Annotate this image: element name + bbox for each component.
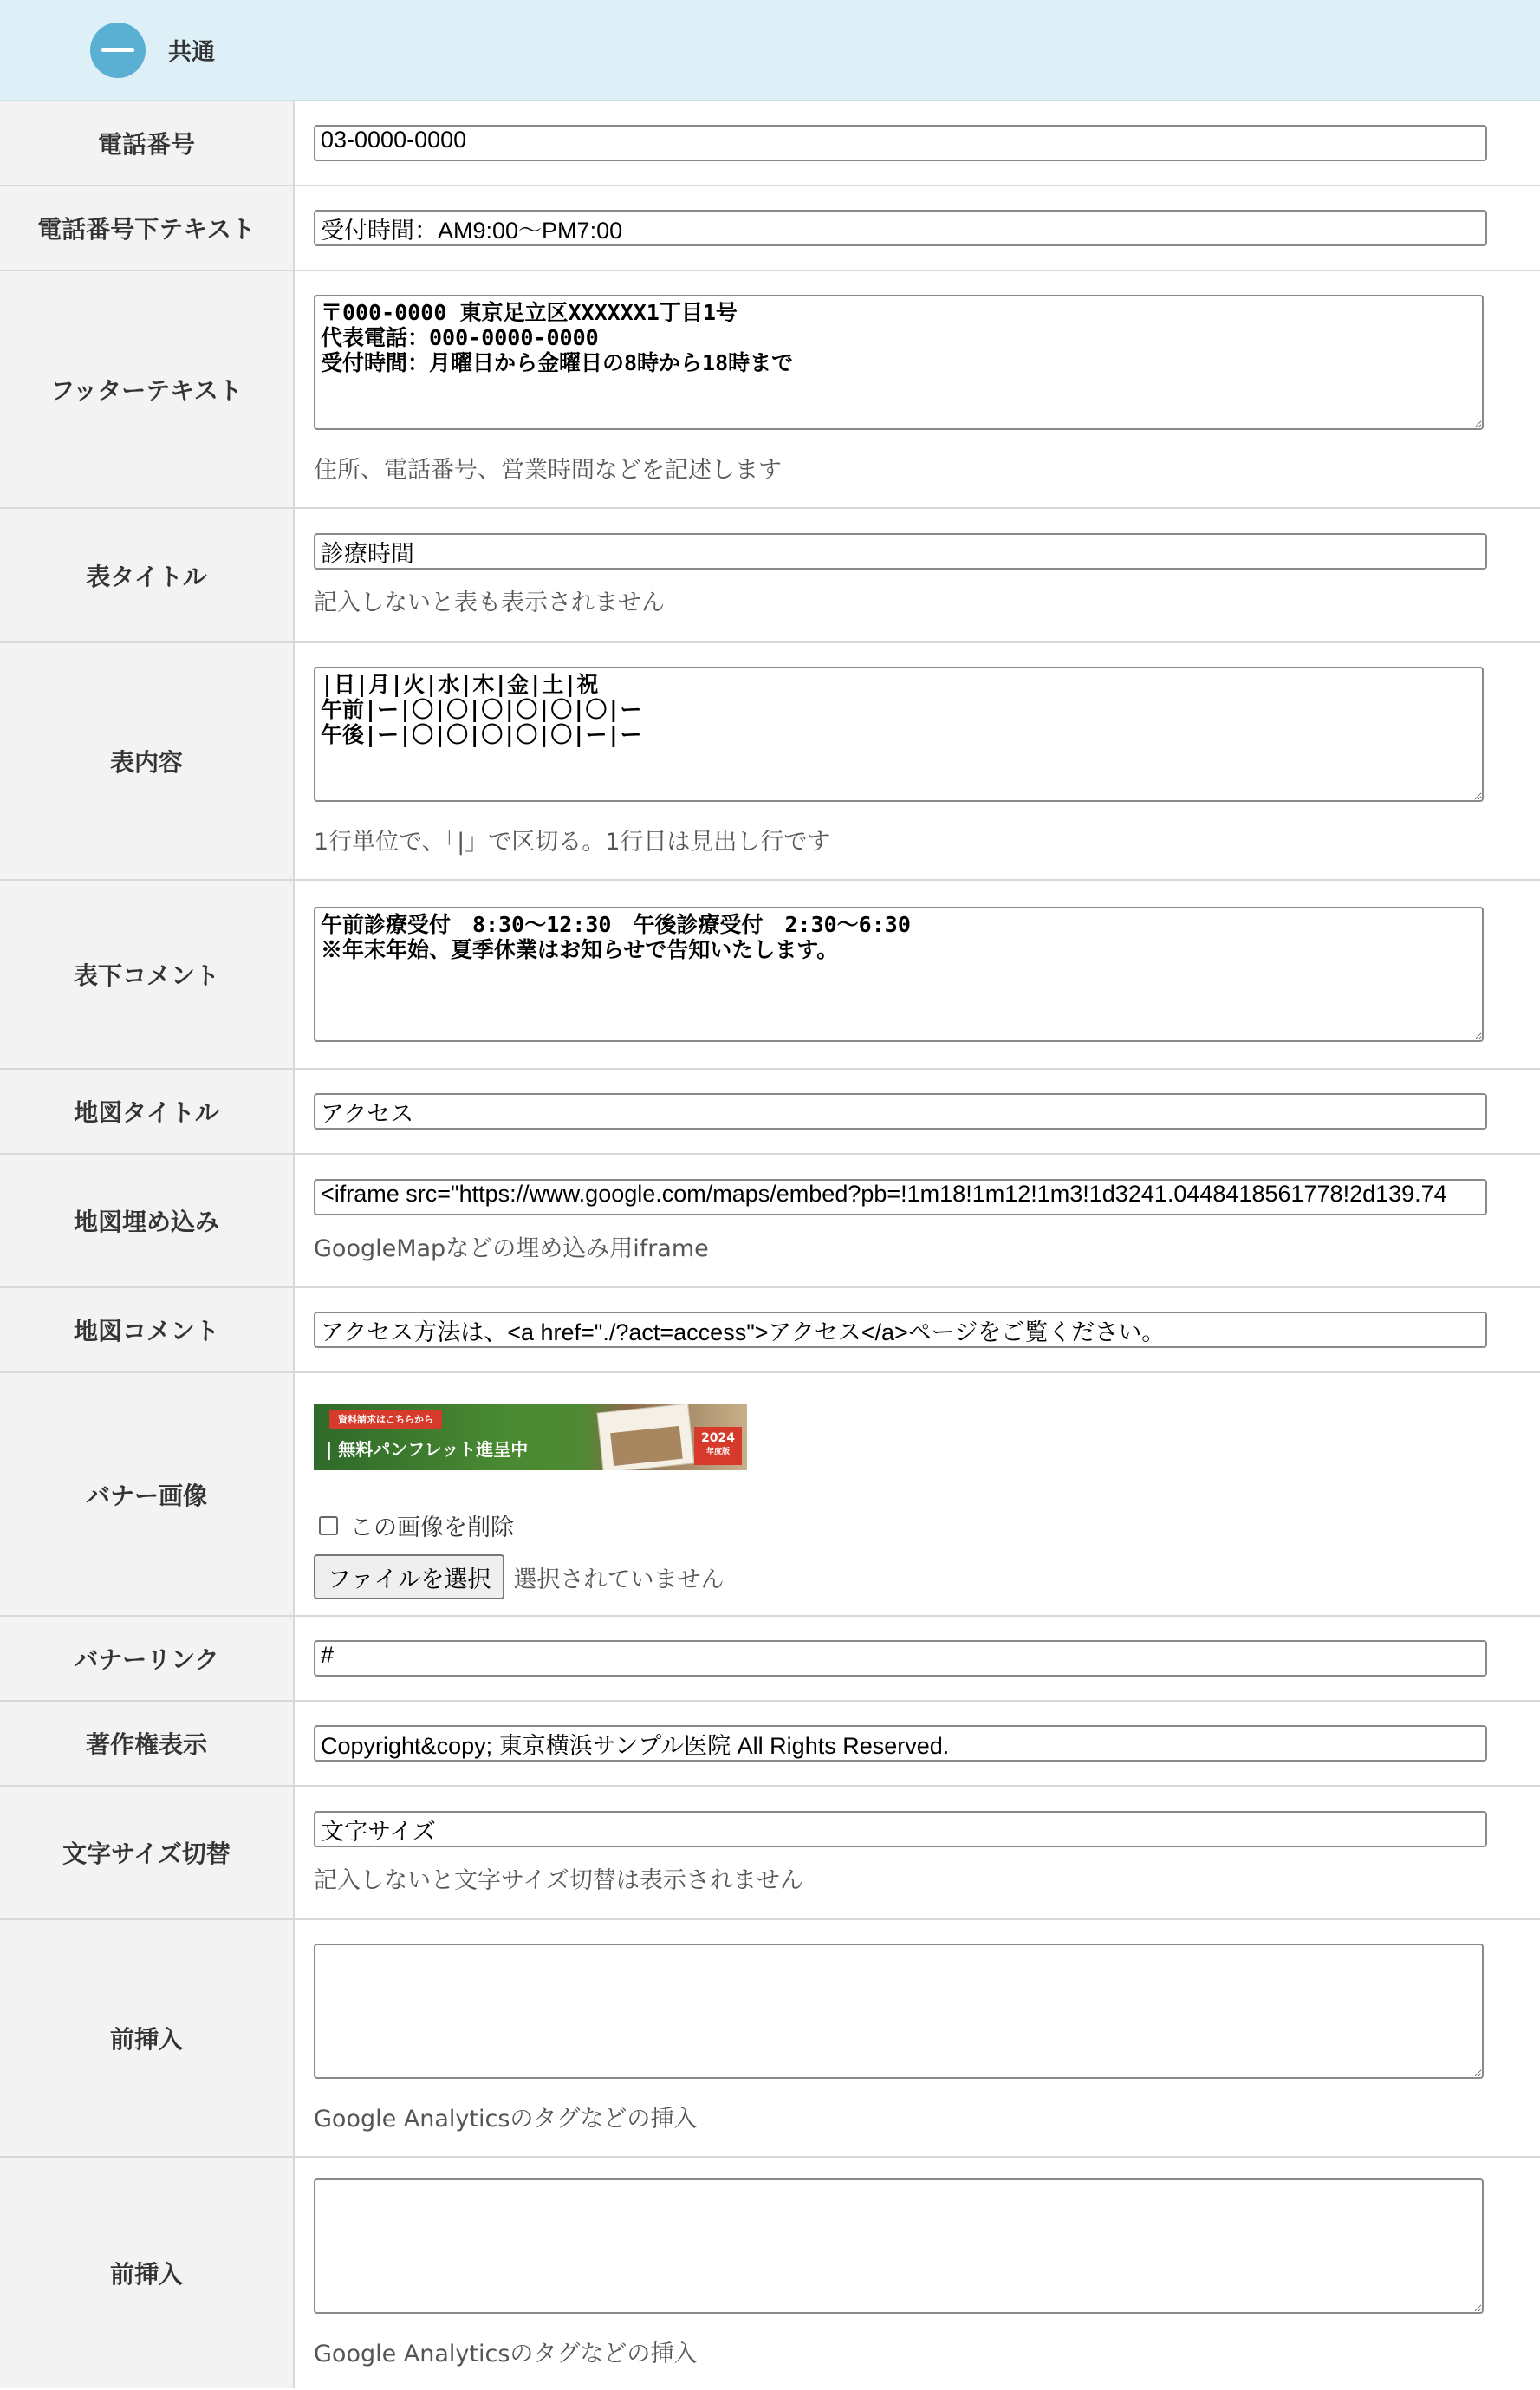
font-size-toggle-hint: 記入しないと文字サイズ切替は表示されません	[314, 1866, 803, 1894]
phone-input[interactable]: 03-0000-0000	[314, 125, 1487, 161]
row-label: 地図コメント	[0, 1288, 295, 1371]
row-banner-image	[0, 1373, 1540, 1617]
banner-year: 2024	[701, 1431, 735, 1445]
row-banner-link	[0, 1617, 1540, 1702]
row-label: 文字サイズ切替	[0, 1787, 295, 1918]
row-label: 前挿入	[0, 1920, 295, 2156]
map-title-input[interactable]: アクセス	[314, 1093, 1487, 1130]
copyright-input[interactable]: Copyright&copy; 東京横浜サンプル医院 All Rights Reserved.	[314, 1725, 1487, 1762]
row-map-comment	[0, 1288, 1540, 1373]
row-label: バナー画像	[0, 1373, 295, 1615]
delete-image-checkbox[interactable]	[319, 1516, 338, 1535]
delete-image-label[interactable]: この画像を削除	[350, 1514, 514, 1541]
section-title: 共通	[168, 39, 215, 66]
footer-text-hint: 住所、電話番号、営業時間などを記述します	[314, 456, 782, 484]
row-table-title	[0, 509, 1540, 643]
row-map-embed	[0, 1155, 1540, 1288]
map-comment-input[interactable]: アクセス方法は、<a href="./?act=access">アクセス</a>ページをご覧ください。	[314, 1312, 1487, 1348]
row-label: 著作権表示	[0, 1702, 295, 1785]
row-map-title	[0, 1070, 1540, 1155]
banner-link-input[interactable]: #	[314, 1640, 1487, 1677]
head-insert-area[interactable]	[314, 1944, 1484, 2079]
body-insert-area[interactable]	[314, 2178, 1484, 2314]
row-label: 表内容	[0, 643, 295, 879]
row-footer-text	[0, 271, 1540, 509]
table-content-area[interactable]	[314, 667, 1484, 802]
row-head-insert	[0, 1920, 1540, 2158]
minus-icon[interactable]	[90, 23, 146, 78]
row-label: 電話番号	[0, 101, 295, 185]
banner-headline: | 無料パンフレット進呈中	[326, 1439, 529, 1460]
table-title-hint: 記入しないと表も表示されません	[314, 589, 665, 616]
phone-sub-input[interactable]: 受付時間：AM9:00〜PM7:00	[314, 210, 1487, 246]
row-label: 地図タイトル	[0, 1070, 295, 1153]
pamphlet-graphic	[597, 1404, 695, 1470]
row-font-size-toggle	[0, 1787, 1540, 1920]
font-size-toggle-input[interactable]: 文字サイズ	[314, 1811, 1487, 1847]
row-copyright	[0, 1702, 1540, 1787]
file-status: 選択されていません	[513, 1566, 725, 1593]
footer-text-area[interactable]	[314, 295, 1484, 430]
row-phone	[0, 101, 1540, 186]
banner-image	[314, 1404, 747, 1470]
row-body-insert	[0, 2158, 1540, 2388]
row-label: 電話番号下テキスト	[0, 186, 295, 270]
body-insert-hint: Google Analyticsのタグなどの挿入	[314, 2340, 698, 2367]
table-comment-area[interactable]	[314, 907, 1484, 1042]
section-header	[0, 0, 1540, 101]
row-label: フッターテキスト	[0, 271, 295, 507]
row-label: 表タイトル	[0, 509, 295, 641]
banner-year-sub: 年度版	[706, 1448, 731, 1456]
year-badge	[694, 1427, 742, 1465]
table-title-input[interactable]: 診療時間	[314, 533, 1487, 570]
row-label: 前挿入	[0, 2158, 295, 2388]
row-table-content	[0, 643, 1540, 881]
map-embed-input[interactable]: <iframe src="https://www.google.com/maps/embed?pb=!1m18!1m12!1m3!1d3241.0448418561778!2d139.74	[314, 1179, 1487, 1215]
table-content-hint: 1行単位で、「|」で区切る。1行目は見出し行です	[314, 828, 831, 856]
row-label: 表下コメント	[0, 881, 295, 1068]
map-embed-hint: GoogleMapなどの埋め込み用iframe	[314, 1234, 709, 1262]
choose-file-button[interactable]: ファイルを選択	[314, 1554, 504, 1599]
banner-tag: 資料請求はこちらから	[329, 1410, 442, 1429]
head-insert-hint: Google Analyticsのタグなどの挿入	[314, 2105, 698, 2133]
row-label: バナーリンク	[0, 1617, 295, 1700]
row-phone-sub	[0, 186, 1540, 271]
row-label: 地図埋め込み	[0, 1155, 295, 1286]
row-table-comment	[0, 881, 1540, 1070]
